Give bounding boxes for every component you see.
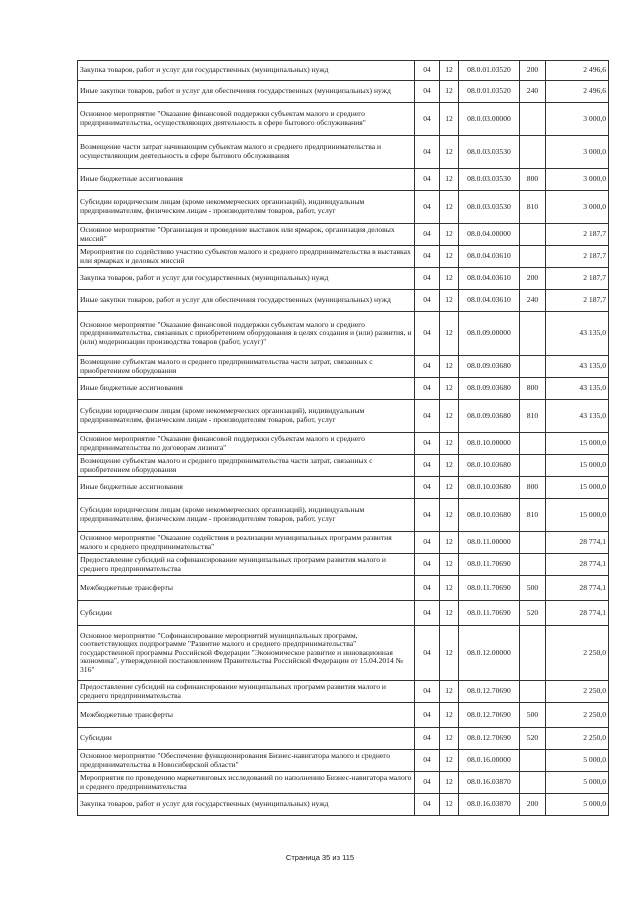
cell-pr: 12 bbox=[440, 532, 459, 554]
cell-name: Иные закупки товаров, работ и услуг для обеспечения государственных (муниципальных) нужд bbox=[78, 290, 415, 312]
table-row bbox=[78, 681, 609, 703]
cell-csr: 08.0.12.00000 bbox=[459, 626, 520, 681]
cell-rz: 04 bbox=[415, 532, 440, 554]
cell-sum: 2 187,7 bbox=[546, 246, 609, 268]
cell-sum: 43 135,0 bbox=[546, 356, 609, 378]
cell-vr: 800 bbox=[520, 169, 546, 191]
table-row bbox=[78, 499, 609, 532]
cell-sum: 28 774,1 bbox=[546, 554, 609, 576]
cell-name: Основное мероприятие "Оказание финансовой поддержки субъектам малого и среднего предпринимательства, связанных с приобретением оборудования в целях создания и (или) развития, и (или) модернизации производства товаров (работ, услуг)" bbox=[78, 312, 415, 356]
cell-rz: 04 bbox=[415, 750, 440, 772]
cell-rz: 04 bbox=[415, 169, 440, 191]
cell-csr: 08.0.03.03530 bbox=[459, 169, 520, 191]
table-row bbox=[78, 400, 609, 433]
cell-sum: 15 000,0 bbox=[546, 499, 609, 532]
cell-pr: 12 bbox=[440, 794, 459, 816]
table-row bbox=[78, 356, 609, 378]
table-row bbox=[78, 626, 609, 681]
cell-sum: 2 250,0 bbox=[546, 626, 609, 681]
cell-name: Мероприятия по проведению маркетинговых исследований по наполнению Бизнес-навигатора малого и среднего предпринимательства bbox=[78, 772, 415, 794]
cell-rz: 04 bbox=[415, 794, 440, 816]
cell-csr: 08.0.01.03520 bbox=[459, 81, 520, 103]
cell-name: Субсидии bbox=[78, 601, 415, 626]
cell-pr: 12 bbox=[440, 433, 459, 455]
cell-pr: 12 bbox=[440, 246, 459, 268]
cell-csr: 08.0.11.00000 bbox=[459, 532, 520, 554]
cell-vr: 520 bbox=[520, 728, 546, 750]
cell-sum: 15 000,0 bbox=[546, 477, 609, 499]
cell-vr bbox=[520, 246, 546, 268]
table-row bbox=[78, 772, 609, 794]
cell-name: Закупка товаров, работ и услуг для государственных (муниципальных) нужд bbox=[78, 61, 415, 81]
cell-vr bbox=[520, 772, 546, 794]
cell-sum: 2 496,6 bbox=[546, 61, 609, 81]
cell-name: Основное мероприятие "Оказание финансовой поддержки субъектам малого и среднего предпринимательства, осуществляющих деятельность в сфере бытового обслуживания" bbox=[78, 103, 415, 136]
cell-csr: 08.0.12.70690 bbox=[459, 728, 520, 750]
cell-rz: 04 bbox=[415, 576, 440, 601]
cell-name: Возмещение субъектам малого и среднего предпринимательства части затрат, связанных с приобретением оборудования bbox=[78, 356, 415, 378]
cell-csr: 08.0.16.00000 bbox=[459, 750, 520, 772]
cell-vr: 810 bbox=[520, 191, 546, 224]
cell-csr: 08.0.03.00000 bbox=[459, 103, 520, 136]
cell-name: Закупка товаров, работ и услуг для государственных (муниципальных) нужд bbox=[78, 794, 415, 816]
cell-pr: 12 bbox=[440, 477, 459, 499]
cell-vr bbox=[520, 433, 546, 455]
cell-csr: 08.0.09.00000 bbox=[459, 312, 520, 356]
cell-sum: 2 496,6 bbox=[546, 81, 609, 103]
cell-name: Основное мероприятие "Оказание содействия в реализации муниципальных программ развития малого и среднего предпринимательства" bbox=[78, 532, 415, 554]
cell-pr: 12 bbox=[440, 576, 459, 601]
table-row bbox=[78, 224, 609, 246]
cell-csr: 08.0.03.03530 bbox=[459, 136, 520, 169]
cell-vr bbox=[520, 356, 546, 378]
cell-pr: 12 bbox=[440, 268, 459, 290]
cell-pr: 12 bbox=[440, 455, 459, 477]
table-row bbox=[78, 103, 609, 136]
cell-sum: 2 187,7 bbox=[546, 224, 609, 246]
table-row bbox=[78, 290, 609, 312]
cell-sum: 2 250,0 bbox=[546, 681, 609, 703]
cell-name: Закупка товаров, работ и услуг для государственных (муниципальных) нужд bbox=[78, 268, 415, 290]
cell-name: Межбюджетные трансферты bbox=[78, 703, 415, 728]
cell-vr bbox=[520, 750, 546, 772]
cell-name: Иные бюджетные ассигнования bbox=[78, 378, 415, 400]
cell-rz: 04 bbox=[415, 61, 440, 81]
cell-rz: 04 bbox=[415, 224, 440, 246]
cell-csr: 08.0.10.03680 bbox=[459, 477, 520, 499]
cell-rz: 04 bbox=[415, 312, 440, 356]
cell-pr: 12 bbox=[440, 103, 459, 136]
cell-rz: 04 bbox=[415, 772, 440, 794]
cell-name: Предоставление субсидий на софинансирование муниципальных программ развития малого и среднего предпринимательства bbox=[78, 681, 415, 703]
cell-sum: 3 000,0 bbox=[546, 136, 609, 169]
cell-vr bbox=[520, 455, 546, 477]
table-row bbox=[78, 378, 609, 400]
cell-csr: 08.0.04.03610 bbox=[459, 290, 520, 312]
cell-vr bbox=[520, 532, 546, 554]
cell-name: Субсидии юридическим лицам (кроме некоммерческих организаций), индивидуальным предпринимателям, физическим лицам - производителям товаров, работ, услуг bbox=[78, 191, 415, 224]
table-body bbox=[78, 61, 609, 816]
cell-csr: 08.0.10.00000 bbox=[459, 433, 520, 455]
cell-vr: 800 bbox=[520, 477, 546, 499]
cell-vr: 810 bbox=[520, 400, 546, 433]
table-row bbox=[78, 433, 609, 455]
cell-sum: 2 250,0 bbox=[546, 703, 609, 728]
cell-name: Предоставление субсидий на софинансирование муниципальных программ развития малого и среднего предпринимательства bbox=[78, 554, 415, 576]
cell-rz: 04 bbox=[415, 103, 440, 136]
table-row bbox=[78, 703, 609, 728]
cell-csr: 08.0.04.03610 bbox=[459, 246, 520, 268]
table-row bbox=[78, 455, 609, 477]
cell-sum: 2 187,7 bbox=[546, 290, 609, 312]
cell-csr: 08.0.01.03520 bbox=[459, 61, 520, 81]
table-row bbox=[78, 246, 609, 268]
cell-pr: 12 bbox=[440, 499, 459, 532]
table-row bbox=[78, 268, 609, 290]
cell-vr bbox=[520, 312, 546, 356]
cell-rz: 04 bbox=[415, 703, 440, 728]
table-row bbox=[78, 169, 609, 191]
cell-sum: 2 250,0 bbox=[546, 728, 609, 750]
cell-sum: 15 000,0 bbox=[546, 455, 609, 477]
cell-rz: 04 bbox=[415, 136, 440, 169]
cell-rz: 04 bbox=[415, 499, 440, 532]
cell-pr: 12 bbox=[440, 136, 459, 169]
cell-name: Иные бюджетные ассигнования bbox=[78, 477, 415, 499]
cell-csr: 08.0.09.03680 bbox=[459, 356, 520, 378]
cell-name: Возмещение субъектам малого и среднего предпринимательства части затрат, связанных с приобретением оборудования bbox=[78, 455, 415, 477]
cell-sum: 3 000,0 bbox=[546, 169, 609, 191]
cell-name: Межбюджетные трансферты bbox=[78, 576, 415, 601]
cell-pr: 12 bbox=[440, 61, 459, 81]
budget-table bbox=[77, 60, 609, 816]
cell-pr: 12 bbox=[440, 626, 459, 681]
table-row bbox=[78, 136, 609, 169]
cell-name: Субсидии юридическим лицам (кроме некоммерческих организаций), индивидуальным предпринимателям, физическим лицам - производителям товаров, работ, услуг bbox=[78, 400, 415, 433]
cell-rz: 04 bbox=[415, 400, 440, 433]
table-row bbox=[78, 477, 609, 499]
cell-rz: 04 bbox=[415, 268, 440, 290]
cell-pr: 12 bbox=[440, 290, 459, 312]
cell-csr: 08.0.10.03680 bbox=[459, 455, 520, 477]
cell-vr: 200 bbox=[520, 794, 546, 816]
cell-sum: 43 135,0 bbox=[546, 312, 609, 356]
cell-pr: 12 bbox=[440, 750, 459, 772]
table-row bbox=[78, 61, 609, 81]
table-row bbox=[78, 312, 609, 356]
cell-sum: 43 135,0 bbox=[546, 378, 609, 400]
table-row bbox=[78, 728, 609, 750]
cell-sum: 2 187,7 bbox=[546, 268, 609, 290]
cell-vr: 240 bbox=[520, 81, 546, 103]
cell-rz: 04 bbox=[415, 246, 440, 268]
cell-name: Основное мероприятие "Организация и проведение выставок или ярмарок, организация деловых миссий" bbox=[78, 224, 415, 246]
cell-csr: 08.0.12.70690 bbox=[459, 681, 520, 703]
cell-sum: 5 000,0 bbox=[546, 794, 609, 816]
cell-csr: 08.0.03.03530 bbox=[459, 191, 520, 224]
cell-sum: 43 135,0 bbox=[546, 400, 609, 433]
cell-pr: 12 bbox=[440, 681, 459, 703]
cell-pr: 12 bbox=[440, 169, 459, 191]
cell-csr: 08.0.09.03680 bbox=[459, 400, 520, 433]
cell-csr: 08.0.12.70690 bbox=[459, 703, 520, 728]
cell-rz: 04 bbox=[415, 601, 440, 626]
cell-vr: 240 bbox=[520, 290, 546, 312]
table-row bbox=[78, 554, 609, 576]
cell-sum: 3 000,0 bbox=[546, 191, 609, 224]
cell-pr: 12 bbox=[440, 400, 459, 433]
cell-rz: 04 bbox=[415, 455, 440, 477]
cell-rz: 04 bbox=[415, 81, 440, 103]
cell-pr: 12 bbox=[440, 191, 459, 224]
cell-vr bbox=[520, 103, 546, 136]
cell-vr bbox=[520, 626, 546, 681]
cell-name: Основное мероприятие "Оказание финансовой поддержки субъектам малого и среднего предпринимательства по договорам лизинга" bbox=[78, 433, 415, 455]
cell-rz: 04 bbox=[415, 433, 440, 455]
cell-rz: 04 bbox=[415, 378, 440, 400]
cell-pr: 12 bbox=[440, 224, 459, 246]
cell-csr: 08.0.04.03610 bbox=[459, 268, 520, 290]
cell-sum: 5 000,0 bbox=[546, 750, 609, 772]
cell-rz: 04 bbox=[415, 681, 440, 703]
cell-rz: 04 bbox=[415, 626, 440, 681]
cell-sum: 3 000,0 bbox=[546, 103, 609, 136]
table-row bbox=[78, 601, 609, 626]
table-row bbox=[78, 576, 609, 601]
cell-csr: 08.0.09.03680 bbox=[459, 378, 520, 400]
cell-vr: 520 bbox=[520, 601, 546, 626]
cell-rz: 04 bbox=[415, 356, 440, 378]
cell-pr: 12 bbox=[440, 312, 459, 356]
cell-pr: 12 bbox=[440, 81, 459, 103]
cell-pr: 12 bbox=[440, 728, 459, 750]
cell-rz: 04 bbox=[415, 554, 440, 576]
cell-name: Иные бюджетные ассигнования bbox=[78, 169, 415, 191]
cell-rz: 04 bbox=[415, 477, 440, 499]
cell-csr: 08.0.11.70690 bbox=[459, 554, 520, 576]
cell-name: Основное мероприятие "Обеспечение функционирования Бизнес-навигатора малого и среднего предпринимательства в Новосибирской области" bbox=[78, 750, 415, 772]
table-row bbox=[78, 794, 609, 816]
cell-pr: 12 bbox=[440, 601, 459, 626]
cell-name: Субсидии bbox=[78, 728, 415, 750]
cell-csr: 08.0.10.03680 bbox=[459, 499, 520, 532]
cell-name: Субсидии юридическим лицам (кроме некоммерческих организаций), индивидуальным предпринимателям, физическим лицам - производителям товаров, работ, услуг bbox=[78, 499, 415, 532]
cell-vr bbox=[520, 136, 546, 169]
cell-pr: 12 bbox=[440, 356, 459, 378]
cell-pr: 12 bbox=[440, 772, 459, 794]
cell-rz: 04 bbox=[415, 728, 440, 750]
cell-vr: 200 bbox=[520, 61, 546, 81]
cell-name: Возмещение части затрат начинающим субъектам малого и среднего предпринимательства и осуществляющим деятельность в сфере бытового обслуживания bbox=[78, 136, 415, 169]
cell-vr: 200 bbox=[520, 268, 546, 290]
table-row bbox=[78, 750, 609, 772]
cell-name: Мероприятия по содействию участию субъектов малого и среднего предпринимательства в выставках или ярмарках и деловых миссий bbox=[78, 246, 415, 268]
cell-sum: 28 774,1 bbox=[546, 532, 609, 554]
cell-rz: 04 bbox=[415, 191, 440, 224]
cell-csr: 08.0.04.00000 bbox=[459, 224, 520, 246]
cell-csr: 08.0.16.03870 bbox=[459, 794, 520, 816]
cell-vr: 500 bbox=[520, 576, 546, 601]
cell-pr: 12 bbox=[440, 378, 459, 400]
cell-rz: 04 bbox=[415, 290, 440, 312]
cell-sum: 5 000,0 bbox=[546, 772, 609, 794]
cell-name: Иные закупки товаров, работ и услуг для обеспечения государственных (муниципальных) нужд bbox=[78, 81, 415, 103]
cell-vr bbox=[520, 554, 546, 576]
cell-pr: 12 bbox=[440, 554, 459, 576]
table-row bbox=[78, 191, 609, 224]
cell-vr: 500 bbox=[520, 703, 546, 728]
cell-pr: 12 bbox=[440, 703, 459, 728]
cell-vr: 800 bbox=[520, 378, 546, 400]
cell-csr: 08.0.11.70690 bbox=[459, 601, 520, 626]
budget-sheet bbox=[77, 60, 608, 816]
table-row bbox=[78, 81, 609, 103]
cell-vr: 810 bbox=[520, 499, 546, 532]
cell-csr: 08.0.11.70690 bbox=[459, 576, 520, 601]
cell-vr bbox=[520, 224, 546, 246]
page-footer bbox=[0, 853, 640, 862]
cell-sum: 28 774,1 bbox=[546, 601, 609, 626]
cell-vr bbox=[520, 681, 546, 703]
table-row bbox=[78, 532, 609, 554]
cell-sum: 15 000,0 bbox=[546, 433, 609, 455]
cell-csr: 08.0.16.03870 bbox=[459, 772, 520, 794]
cell-sum: 28 774,1 bbox=[546, 576, 609, 601]
page-number: Страница 35 из 115 bbox=[285, 853, 355, 862]
cell-name: Основное мероприятие "Софинансирование мероприятий муниципальных программ, соответствующих подпрограмме "Развитие малого и среднего предпринимательства" государственной программы Российской Федерации "Экономическое развитие и инновационная экономика", утвержденной постановлением Правительства Российской Федерации от 15.04.2014 № 316" bbox=[78, 626, 415, 681]
